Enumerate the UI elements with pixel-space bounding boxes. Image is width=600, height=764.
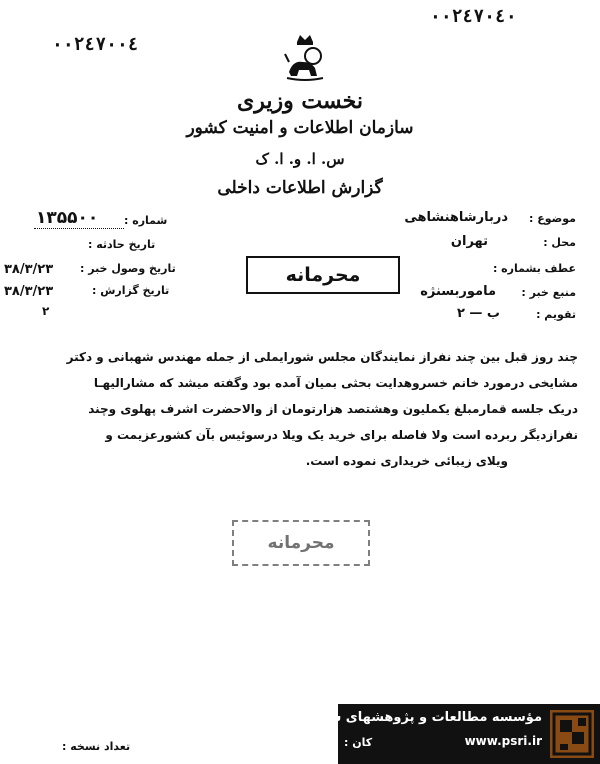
- faded-classification-stamp: محرمانه: [232, 520, 370, 566]
- subject-label: موضوع :: [529, 212, 576, 225]
- recipients-label: کان :: [344, 736, 373, 749]
- place-label: محل :: [543, 236, 576, 249]
- receipt-date-label: تاریخ وصول خبر :: [80, 262, 176, 275]
- source-label: منبع خبر :: [521, 286, 576, 299]
- body-line-2: مشایخی درمورد خانم خسروهدایت بحثی بمیان آمده بود وگفته میشد که مشارالیهـا: [93, 376, 578, 390]
- incident-date-label: تاریخ حادثه :: [88, 238, 156, 251]
- number-underline: [34, 228, 124, 229]
- watermark-url: www.psri.ir: [464, 734, 542, 748]
- lion-and-sun-emblem-icon: [283, 32, 327, 82]
- body-line-1: چند روز قبل بین چند نفراز نمایندگان مجلس شورایملی از جمله مهندس شهبانی و دکتر: [66, 350, 578, 364]
- rating-value: ب — ۲: [456, 306, 500, 321]
- copies-label: تعداد نسخه :: [62, 740, 131, 753]
- header-prime-ministry: نخست وزیری: [237, 88, 363, 114]
- body-line-3: دریک جلسه قمارمبلغ یکملیون وهشتصد هزارتومان از والاحضرت اشرف پهلوی وچند: [88, 402, 578, 416]
- report-date-label: تاریخ گزارش :: [92, 284, 170, 297]
- serial-number-top-right: ٠٠٢٤٧٠٤٠: [430, 6, 517, 27]
- receipt-date-value: ۳۸/۳/۲۳: [4, 262, 54, 277]
- source-value: ماموربسنژه: [420, 284, 496, 299]
- header-report-type: گزارش اطلاعات داخلی: [217, 178, 383, 198]
- serial-number-top-left: ٠٠٢٤٧٠٠٤: [52, 34, 139, 55]
- reference-label: عطف بشماره :: [492, 262, 576, 275]
- number-label: شماره :: [124, 214, 168, 227]
- classification-stamp: محرمانه: [246, 256, 400, 294]
- subject-value: دربارشاهنشاهی: [404, 210, 508, 225]
- watermark-band: [292, 704, 600, 764]
- place-value: تهران: [450, 234, 488, 249]
- watermark-title: مؤسسه مطالعات و پژوهشهای سیاسی: [292, 710, 542, 725]
- number-value: ۱۳۵۵۰۰: [36, 208, 99, 228]
- header-abbreviation: س. ا. و. ا. ک: [255, 150, 345, 168]
- rating-label: تقویم :: [536, 308, 576, 321]
- report-body: [42, 344, 578, 474]
- body-line-5: ویلای زیبائی خریداری نموده است.: [305, 454, 508, 468]
- small-mark: ۲: [42, 304, 50, 318]
- header-organization: سازمان اطلاعات و امنیت کشور: [186, 118, 414, 138]
- body-line-4: نفرازدیگر ربرده است ولا فاصله برای خرید یک ویلا درسوئیس بآن کشورعزیمت و: [105, 428, 578, 442]
- report-date-value: ۳۸/۳/۲۳: [4, 284, 54, 299]
- psri-logo-icon: [550, 710, 594, 758]
